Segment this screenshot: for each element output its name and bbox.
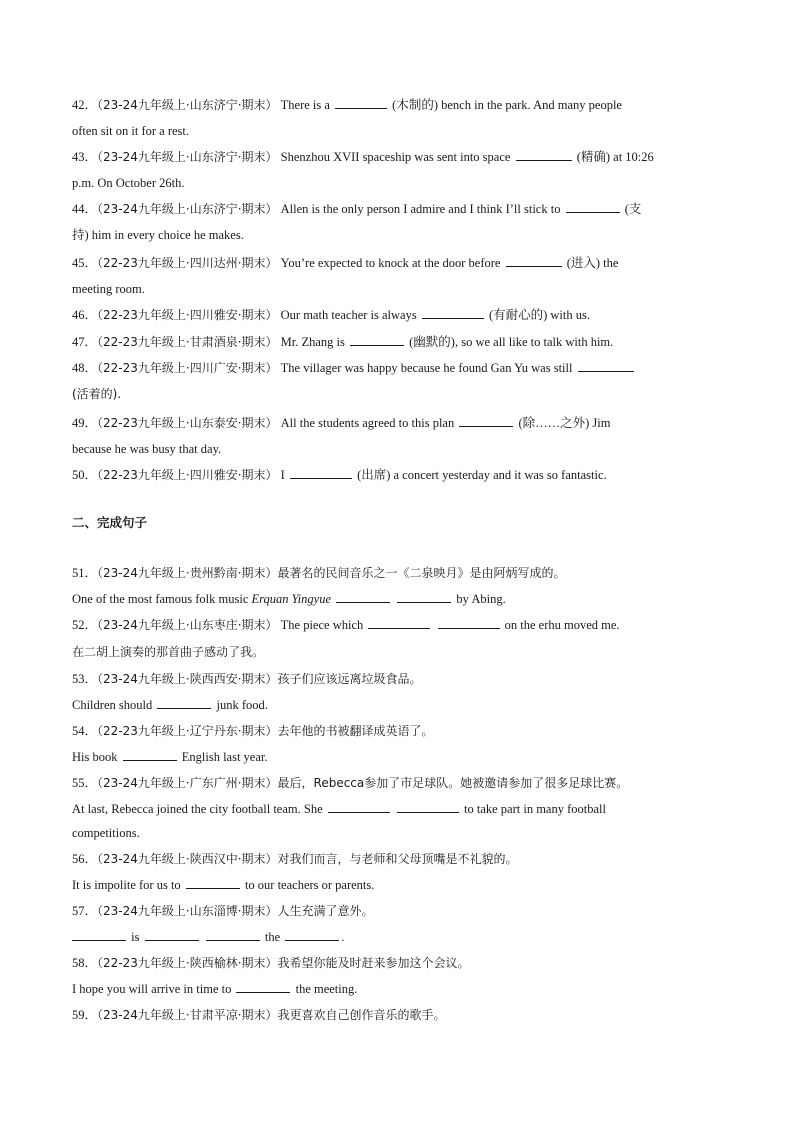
answer-blank[interactable]	[123, 748, 177, 761]
question-48-line1: 48．（22-23九年级上·四川广安·期末） The villager was happy because he found Gan Yu was still	[72, 359, 636, 377]
answer-blank[interactable]	[516, 148, 572, 161]
question-58-en: I hope you will arrive in time to the meeting.	[72, 982, 358, 996]
question-43-line1: 43．（23-24九年级上·山东济宁·期末） Shenzhou XVII spaceship was sent into space (精确) at 10:26	[72, 150, 654, 164]
answer-blank[interactable]	[397, 800, 459, 813]
question-44-line2: 持) him in every choice he makes.	[72, 228, 244, 242]
answer-blank[interactable]	[566, 200, 620, 213]
question-55-en-cont: competitions.	[72, 826, 140, 840]
question-53-cn: 53．（23-24九年级上·陕西西安·期末）孩子们应该远离垃圾食品。	[72, 672, 422, 686]
answer-blank[interactable]	[459, 414, 513, 427]
question-56-cn: 56．（23-24九年级上·陕西汉中·期末）对我们而言，与老师和父母顶嘴是不礼貌的。	[72, 852, 518, 866]
question-42-line1: 42．（23-24九年级上·山东济宁·期末） There is a (木制的) bench in the park. And many people	[72, 98, 622, 112]
question-45-line1: 45．（22-23九年级上·四川达州·期末） You’re expected to knock at the door before (进入) the	[72, 256, 619, 270]
question-45-line2: meeting room.	[72, 282, 145, 296]
answer-blank[interactable]	[206, 928, 260, 941]
question-48-line2: (活着的).	[72, 387, 122, 401]
answer-blank[interactable]	[578, 359, 634, 372]
question-43-line2: p.m. On October 26th.	[72, 176, 185, 190]
answer-blank[interactable]	[506, 254, 562, 267]
question-51-cn: 51．（23-24九年级上·贵州黔南·期末）最著名的民间音乐之一《二泉映月》是由阿炳写成的。	[72, 566, 566, 580]
answer-blank[interactable]	[186, 876, 240, 889]
answer-blank[interactable]	[350, 333, 404, 346]
question-52-en: 52．（23-24九年级上·山东枣庄·期末） The piece which on the erhu moved me.	[72, 618, 620, 632]
question-42-line2: often sit on it for a rest.	[72, 124, 189, 138]
answer-blank[interactable]	[285, 928, 339, 941]
section-title: 二、完成句子	[72, 515, 148, 530]
question-54-en: His book English last year.	[72, 750, 268, 764]
answer-blank[interactable]	[145, 928, 199, 941]
question-57-en: is the .	[72, 928, 344, 946]
answer-blank[interactable]	[438, 616, 500, 629]
answer-blank[interactable]	[157, 696, 211, 709]
question-53-en: Children should junk food.	[72, 698, 268, 712]
question-58-cn: 58．（22-23九年级上·陕西榆林·期末）我希望你能及时赶来参加这个会议。	[72, 956, 470, 970]
question-49-line1: 49．（22-23九年级上·山东泰安·期末） All the students agreed to this plan (除……之外) Jim	[72, 416, 611, 430]
question-59-cn: 59．（23-24九年级上·甘肃平凉·期末）我更喜欢自己创作音乐的歌手。	[72, 1008, 446, 1022]
answer-blank[interactable]	[422, 306, 484, 319]
question-46: 46．（22-23九年级上·四川雅安·期末） Our math teacher is always (有耐心的) with us.	[72, 308, 590, 322]
question-56-en: It is impolite for us to to our teachers or parents.	[72, 878, 375, 892]
question-47: 47．（22-23九年级上·甘肃酒泉·期末） Mr. Zhang is (幽默的), so we all like to talk with him.	[72, 335, 614, 349]
answer-blank[interactable]	[72, 928, 126, 941]
question-44-line1: 44．（23-24九年级上·山东济宁·期末） Allen is the only person I admire and I think I’ll stick to (支	[72, 202, 642, 216]
answer-blank[interactable]	[397, 590, 451, 603]
answer-blank[interactable]	[368, 616, 430, 629]
question-55-en: At last, Rebecca joined the city football team. She to take part in many football	[72, 802, 606, 816]
question-50: 50．（22-23九年级上·四川雅安·期末） I (出席) a concert yesterday and it was so fantastic.	[72, 468, 607, 482]
question-57-cn: 57．（23-24九年级上·山东淄博·期末）人生充满了意外。	[72, 904, 374, 918]
answer-blank[interactable]	[236, 980, 290, 993]
answer-blank[interactable]	[290, 466, 352, 479]
question-52-cn: 在二胡上演奏的那首曲子感动了我。	[72, 645, 265, 659]
answer-blank[interactable]	[335, 96, 387, 109]
answer-blank[interactable]	[336, 590, 390, 603]
question-54-cn: 54．（22-23九年级上·辽宁丹东·期末）去年他的书被翻译成英语了。	[72, 724, 434, 738]
question-55-cn: 55．（23-24九年级上·广东广州·期末）最后，Rebecca参加了市足球队。她被邀请参加了很多足球比赛。	[72, 776, 629, 790]
question-51-en: One of the most famous folk music Erquan Yingyue by Abing.	[72, 592, 506, 606]
question-49-line2: because he was busy that day.	[72, 442, 222, 456]
answer-blank[interactable]	[328, 800, 390, 813]
